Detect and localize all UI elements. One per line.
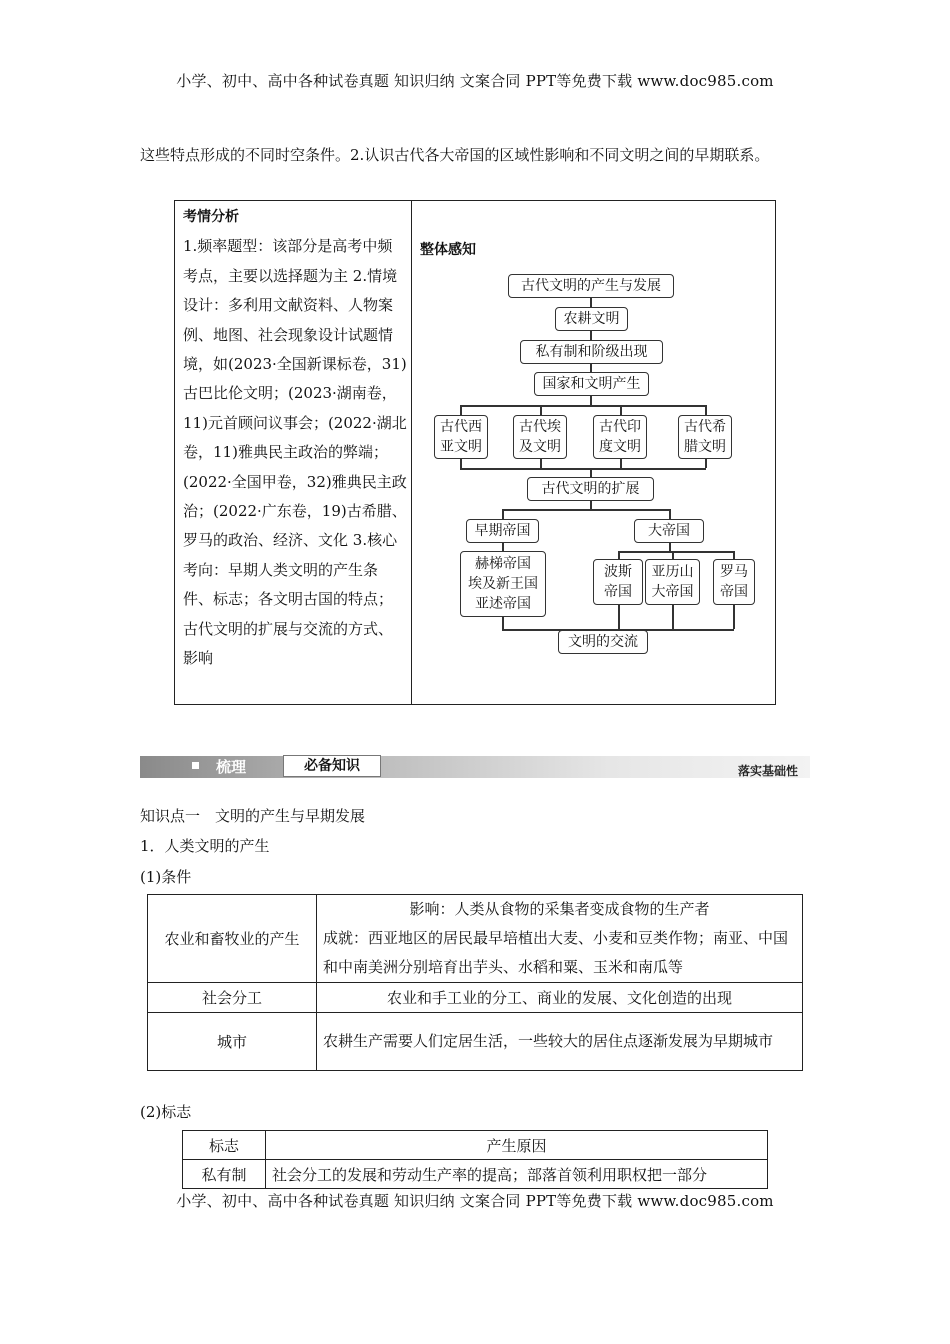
connector xyxy=(590,501,592,509)
connector xyxy=(502,617,504,629)
overview-box xyxy=(174,200,776,705)
connector xyxy=(618,551,734,553)
analysis-title: 考情分析 xyxy=(183,209,239,225)
connector xyxy=(540,459,542,468)
table-row xyxy=(148,1013,803,1071)
node-rome: 罗马 帝国 xyxy=(713,559,755,605)
node-india: 古代印 度文明 xyxy=(593,415,647,459)
node-greece: 古代希 腊文明 xyxy=(678,415,732,459)
banner-left-label: 梳理 xyxy=(216,758,247,776)
connector xyxy=(460,468,706,470)
table-cell-content: 农耕生产需要人们定居生活，一些较大的居住点逐渐发展为早期城市 xyxy=(317,1013,803,1071)
connector xyxy=(590,298,592,307)
content-line: 影响：人类从食物的采集者变成食物的生产者 xyxy=(409,900,710,918)
page-header: 小学、初中、高中各种试卷真题 知识归纳 文案合同 PPT等免费下载 www.doc985.com xyxy=(176,72,774,90)
connector xyxy=(620,459,622,468)
knowledge-point-title: 知识点一 文明的产生与早期发展 xyxy=(140,807,366,825)
node-early-empires: 早期帝国 xyxy=(466,519,539,543)
node-alexander: 亚历山 大帝国 xyxy=(645,559,700,605)
table-cell-content: 农业和手工业的分工、商业的发展、文化创造的出现 xyxy=(317,983,803,1013)
node-expansion: 古代文明的扩展 xyxy=(527,477,654,501)
table-row xyxy=(183,1160,768,1189)
connector xyxy=(618,551,620,559)
node-persia: 波斯 帝国 xyxy=(593,559,643,605)
connector xyxy=(705,405,707,415)
banner-middle-label: 必备知识 xyxy=(283,755,381,777)
table-header-cell: 标志 xyxy=(183,1131,266,1160)
flowchart xyxy=(412,201,775,704)
connector xyxy=(460,405,462,415)
node-egypt: 古代埃 及文明 xyxy=(513,415,567,459)
connector xyxy=(669,509,671,519)
node-great-empires: 大帝国 xyxy=(634,519,704,543)
table-header-cell: 产生原因 xyxy=(266,1131,768,1160)
node-state: 国家和文明产生 xyxy=(534,372,649,396)
connector xyxy=(733,605,735,629)
table-cell-label: 社会分工 xyxy=(148,983,317,1013)
page-footer: 小学、初中、高中各种试卷真题 知识归纳 文案合同 PPT等免费下载 www.doc985.com xyxy=(176,1192,774,1210)
connector xyxy=(672,551,674,559)
connector xyxy=(733,551,735,559)
analysis-column xyxy=(183,203,407,674)
connector xyxy=(590,364,592,372)
connector xyxy=(540,405,542,415)
table-cell-content xyxy=(317,895,803,983)
connector xyxy=(460,459,462,468)
connector xyxy=(620,405,622,415)
banner-right-label: 落实基础性 xyxy=(737,764,798,778)
signs-table xyxy=(182,1130,768,1189)
table-row xyxy=(148,895,803,983)
analysis-body: 1.频率题型：该部分是高考中频考点，主要以选择题为主 2.情境设计：多利用文献资料、人物案例、地图、社会现象设计试题情境，如(2023·全国新课标卷，31)古巴比伦文明；(2023·湖南卷，11)元首顾问议事会；(2022·湖北卷，11)雅典民主政治的弊端；(2022·全国甲卷，32)雅典民主政治；(2022·广东卷，19)古希腊、罗马的政治、经济、文化 3.核心考向：早期人类文明的产生条件、标志；各文明古国的特点；古代文明的扩展与交流的方式、影响 xyxy=(183,237,407,668)
connector xyxy=(502,509,670,511)
node-exchange: 文明的交流 xyxy=(558,630,648,654)
connector xyxy=(590,468,592,477)
conditions-table xyxy=(147,894,803,1071)
connector xyxy=(502,509,504,519)
node-west-asia: 古代西 亚文明 xyxy=(434,415,488,459)
connector xyxy=(669,543,671,551)
flowchart-title: 整体感知 xyxy=(420,242,476,258)
table-row xyxy=(148,983,803,1013)
node-early-empire-list: 赫梯帝国 埃及新王国 亚述帝国 xyxy=(460,551,546,617)
table-cell-label: 私有制 xyxy=(183,1160,266,1189)
connector xyxy=(460,405,706,407)
connector xyxy=(672,605,674,629)
connector xyxy=(502,543,504,551)
connector xyxy=(705,459,707,468)
node-farming: 农耕文明 xyxy=(555,307,628,331)
connector xyxy=(590,331,592,340)
item-heading: 1．人类文明的产生 xyxy=(140,837,270,855)
section-banner xyxy=(140,754,810,784)
connector xyxy=(590,396,592,405)
banner-square-icon xyxy=(192,762,199,769)
content-line: 成就：西亚地区的居民最早培植出大麦、小麦和豆类作物；南亚、中国和中南美洲分别培育出芋头、水稻和粟、玉米和南瓜等 xyxy=(323,929,789,976)
table-cell-content: 社会分工的发展和劳动生产率的提高；部落首领利用职权把一部分 xyxy=(266,1160,768,1189)
subheading-signs: (2)标志 xyxy=(140,1103,192,1121)
table-cell-label: 农业和畜牧业的产生 xyxy=(148,895,317,983)
table-header-row xyxy=(183,1131,768,1160)
connector xyxy=(618,605,620,629)
intro-paragraph: 这些特点形成的不同时空条件。2.认识古代各大帝国的区域性影响和不同文明之间的早期联系。 xyxy=(140,146,770,164)
node-origin: 古代文明的产生与发展 xyxy=(508,274,674,298)
table-cell-label: 城市 xyxy=(148,1013,317,1071)
node-private-ownership: 私有制和阶级出现 xyxy=(520,340,663,364)
subheading-conditions: (1)条件 xyxy=(140,868,192,886)
